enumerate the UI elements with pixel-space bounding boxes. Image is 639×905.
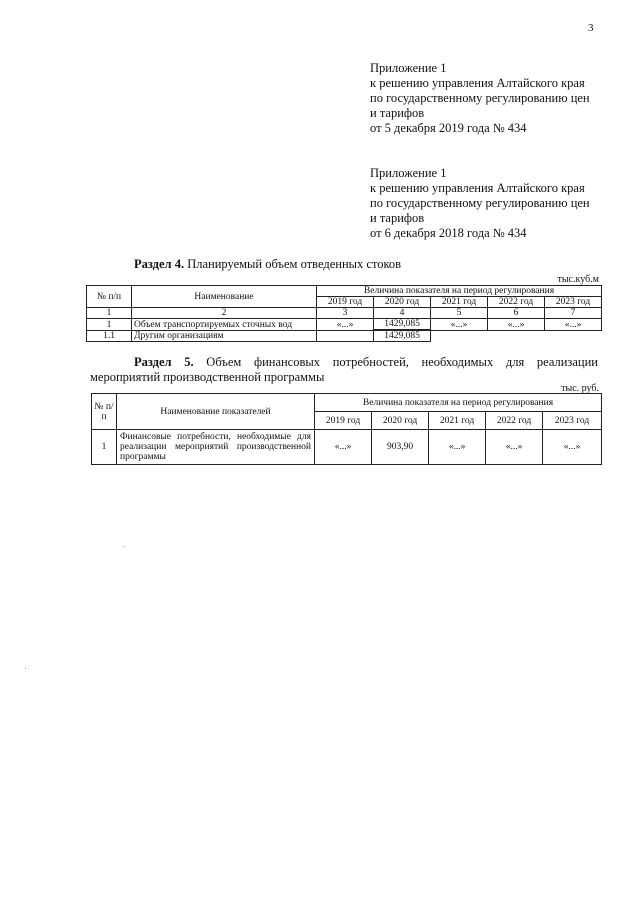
appendix-current-header (370, 61, 620, 136)
appendix-line: к решению управления Алтайского края (370, 76, 585, 90)
section4-unit: тыс.куб.м (557, 274, 599, 285)
appendix-line: по государственному регулированию цен (370, 196, 590, 210)
row-name: Другим организациям (132, 331, 317, 342)
row-value: «...» (431, 319, 488, 331)
header-num: № п/ п (92, 394, 117, 430)
header-period: Величина показателя на период регулирования (317, 286, 602, 297)
section5-title-line2: мероприятий производственной программы (90, 370, 325, 384)
appendix-line: к решению управления Алтайского края (370, 181, 585, 195)
column-number: 2 (132, 308, 317, 319)
row-value: «...» (545, 319, 602, 331)
section4-title-text: Планируемый объем отведенных стоков (184, 257, 402, 271)
section5-title (90, 355, 598, 385)
header-year: 2022 год (486, 412, 543, 430)
table-header-row (92, 394, 602, 412)
column-number: 7 (545, 308, 602, 319)
row-num: 1 (92, 430, 117, 465)
header-year: 2021 год (431, 297, 488, 308)
table-row (87, 319, 602, 330)
header-period: Величина показателя на период регулирования (315, 394, 602, 412)
row-num: 1.1 (87, 331, 132, 342)
section4-table (86, 285, 602, 342)
row-value: 1429,085 (374, 319, 431, 330)
column-number: 4 (374, 308, 431, 319)
row-value: 903,90 (372, 430, 429, 465)
scan-speck (123, 546, 124, 547)
row-value (317, 331, 374, 342)
page-number: 3 (588, 22, 594, 34)
row-value: «...» (543, 430, 602, 465)
row-empty (431, 331, 602, 342)
appendix-line: Приложение 1 (370, 61, 447, 75)
header-year: 2021 год (429, 412, 486, 430)
row-num: 1 (87, 319, 132, 331)
row-name: Объем транспортируемых сточных вод (132, 319, 317, 331)
column-number: 5 (431, 308, 488, 319)
row-value: «...» (429, 430, 486, 465)
section5-table (91, 393, 602, 465)
appendix-line: по государственному регулированию цен (370, 91, 590, 105)
header-year: 2019 год (315, 412, 372, 430)
header-name: Наименование показателей (117, 394, 315, 430)
header-year: 2022 год (488, 297, 545, 308)
row-value: «...» (317, 319, 374, 331)
header-year: 2020 год (372, 412, 429, 430)
section5-title-line1 (90, 355, 598, 370)
scan-speck (25, 668, 26, 669)
header-num: № п/п (87, 286, 132, 308)
header-name: Наименование (132, 286, 317, 308)
row-value: «...» (488, 319, 545, 331)
header-year: 2019 год (317, 297, 374, 308)
section4-title (134, 257, 401, 272)
appendix-date: от 5 декабря 2019 года № 434 (370, 121, 527, 135)
table-row (87, 331, 602, 342)
appendix-line: и тарифов (370, 106, 425, 120)
section4-label: Раздел 4. (134, 257, 185, 271)
appendix-line: и тарифов (370, 211, 425, 225)
table-header-row (87, 286, 602, 297)
section5-label: Раздел 5. (134, 355, 194, 369)
appendix-previous-header (370, 166, 620, 241)
column-number: 6 (488, 308, 545, 319)
column-number: 1 (87, 308, 132, 319)
section5-title-text: Объем финансовых потребностей, необходимых для реализации (193, 355, 598, 369)
appendix-date: от 6 декабря 2018 года № 434 (370, 226, 527, 240)
row-name: Финансовые потребности, необходимые для реализации мероприятий производственной программы (117, 430, 315, 465)
section5-unit: тыс. руб. (561, 383, 599, 394)
header-year: 2023 год (543, 412, 602, 430)
row-value: «...» (315, 430, 372, 465)
header-year: 2023 год (545, 297, 602, 308)
row-value: 1429,085 (374, 331, 431, 342)
table-row (92, 430, 602, 465)
header-year: 2020 год (374, 297, 431, 308)
column-number-row (87, 308, 602, 319)
column-number: 3 (317, 308, 374, 319)
appendix-line: Приложение 1 (370, 166, 447, 180)
row-value: «...» (486, 430, 543, 465)
